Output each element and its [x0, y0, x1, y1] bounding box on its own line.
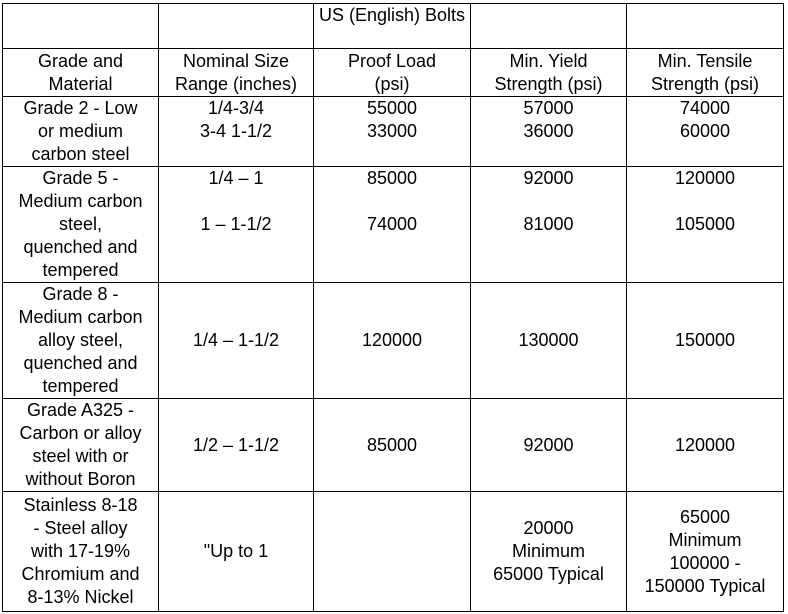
cell-text: "Up to 1	[203, 541, 269, 561]
size-cell	[159, 492, 314, 612]
cell-text: steel,	[58, 214, 103, 234]
cell-text: 74000	[366, 214, 418, 234]
header-cell-proof	[314, 49, 471, 97]
yield-cell	[471, 97, 627, 167]
cell-text: 1 – 1-1/2	[200, 214, 272, 234]
tensile-cell	[627, 283, 784, 399]
cell-text: 120000	[361, 330, 423, 350]
proof-cell	[314, 283, 471, 399]
cell-text: 85000	[366, 168, 418, 188]
yield-cell	[471, 167, 627, 283]
cell-text: carbon steel	[31, 144, 130, 164]
material-cell	[3, 399, 159, 492]
cell-text: steel with or	[32, 446, 129, 466]
header-text: Min. Yield	[509, 50, 588, 71]
cell-text: with 17-19%	[30, 541, 131, 561]
proof-cell	[314, 492, 471, 612]
cell-text: alloy steel,	[37, 330, 124, 350]
bolt-grade-table	[2, 3, 784, 612]
spacer	[316, 190, 468, 213]
cell-text: 150000	[674, 330, 736, 350]
cell-text: 150000 Typical	[644, 575, 766, 596]
tensile-cell	[627, 492, 784, 612]
cell-text: 130000	[518, 330, 579, 350]
cell-text: quenched and	[23, 353, 138, 373]
cell-text: Grade 8 -	[42, 284, 119, 304]
cell-text: 74000	[679, 98, 731, 118]
title-cell-empty	[627, 4, 784, 49]
material-cell	[3, 492, 159, 612]
cell-text: 60000	[679, 121, 731, 141]
cell-text: 1/4 – 1	[208, 168, 264, 188]
cell-text: Carbon or alloy	[19, 423, 142, 443]
cell-text: 92000	[523, 168, 574, 188]
cell-text: 20000	[523, 518, 574, 538]
cell-text: quenched and	[23, 237, 138, 257]
header-text: Strength (psi)	[494, 73, 603, 94]
cell-text: Grade 2 - Low	[23, 98, 138, 118]
cell-text: 85000	[366, 434, 418, 455]
cell-text: - Steel alloy	[33, 518, 128, 538]
table-row	[3, 399, 784, 492]
cell-text: 1/2 – 1-1/2	[192, 434, 280, 455]
proof-cell	[314, 97, 471, 167]
cell-text: 81000	[523, 214, 574, 234]
cell-text: Medium carbon	[18, 191, 143, 211]
header-text: Material	[48, 73, 113, 94]
yield-cell	[471, 492, 627, 612]
cell-text: 36000	[523, 121, 574, 141]
table-row	[3, 492, 784, 612]
cell-text: 3-4 1-1/2	[199, 121, 273, 141]
cell-text: 65000	[679, 506, 731, 527]
cell-text: Grade 5 -	[42, 168, 119, 188]
cell-text: 120000	[674, 434, 736, 455]
table-row	[3, 97, 784, 167]
size-cell	[159, 283, 314, 399]
tensile-cell	[627, 97, 784, 167]
header-cell-material	[3, 49, 159, 97]
header-cell-yield	[471, 49, 627, 97]
cell-text: Minimum	[511, 541, 585, 561]
size-cell	[159, 399, 314, 492]
cell-text: or medium	[37, 121, 124, 141]
table-title-row	[3, 4, 784, 49]
header-text: Range (inches)	[174, 73, 298, 94]
yield-cell	[471, 283, 627, 399]
cell-text: 120000	[674, 168, 736, 188]
cell-text: 1/4-3/4	[207, 98, 265, 118]
spacer	[473, 190, 624, 213]
proof-cell	[314, 167, 471, 283]
yield-cell	[471, 399, 627, 492]
cell-text: 92000	[523, 434, 574, 455]
cell-text: 100000 -	[669, 552, 741, 573]
tensile-cell	[627, 399, 784, 492]
header-text: Strength (psi)	[650, 73, 760, 94]
cell-text: Medium carbon	[18, 307, 143, 327]
cell-text: without Boron	[25, 469, 136, 489]
cell-text: tempered	[42, 376, 119, 396]
material-cell	[3, 283, 159, 399]
title-cell-empty	[3, 4, 159, 49]
cell-text: Grade A325 -	[26, 400, 135, 420]
cell-text: tempered	[42, 260, 119, 280]
table-title: US (English) Bolts	[318, 5, 466, 25]
material-cell	[3, 167, 159, 283]
material-cell	[3, 97, 159, 167]
header-cell-tensile	[627, 49, 784, 97]
title-cell-empty	[471, 4, 627, 49]
table-header-row	[3, 49, 784, 97]
cell-text: 105000	[674, 214, 736, 234]
table-row	[3, 167, 784, 283]
tensile-cell	[627, 167, 784, 283]
header-text: Grade and	[37, 50, 124, 71]
header-cell-size	[159, 49, 314, 97]
header-text: Min. Tensile	[657, 50, 753, 71]
header-text: Proof Load	[347, 50, 437, 71]
cell-text: 57000	[523, 98, 574, 118]
header-text: (psi)	[374, 73, 410, 94]
cell-text: Stainless 8-18	[23, 495, 138, 515]
cell-text: 55000	[366, 98, 418, 118]
spacer	[161, 190, 311, 213]
cell-text: 33000	[366, 121, 418, 141]
cell-text: 8-13% Nickel	[27, 587, 134, 607]
cell-text: 65000 Typical	[493, 564, 604, 584]
cell-text: Minimum	[668, 529, 742, 550]
title-cell-empty	[159, 4, 314, 49]
table-row	[3, 283, 784, 399]
size-cell	[159, 167, 314, 283]
size-cell	[159, 97, 314, 167]
spacer	[629, 190, 781, 213]
header-text: Nominal Size	[182, 50, 290, 71]
cell-text: Chromium and	[21, 564, 140, 584]
table-title-cell	[314, 4, 471, 49]
cell-text: 1/4 – 1-1/2	[192, 330, 280, 350]
proof-cell	[314, 399, 471, 492]
